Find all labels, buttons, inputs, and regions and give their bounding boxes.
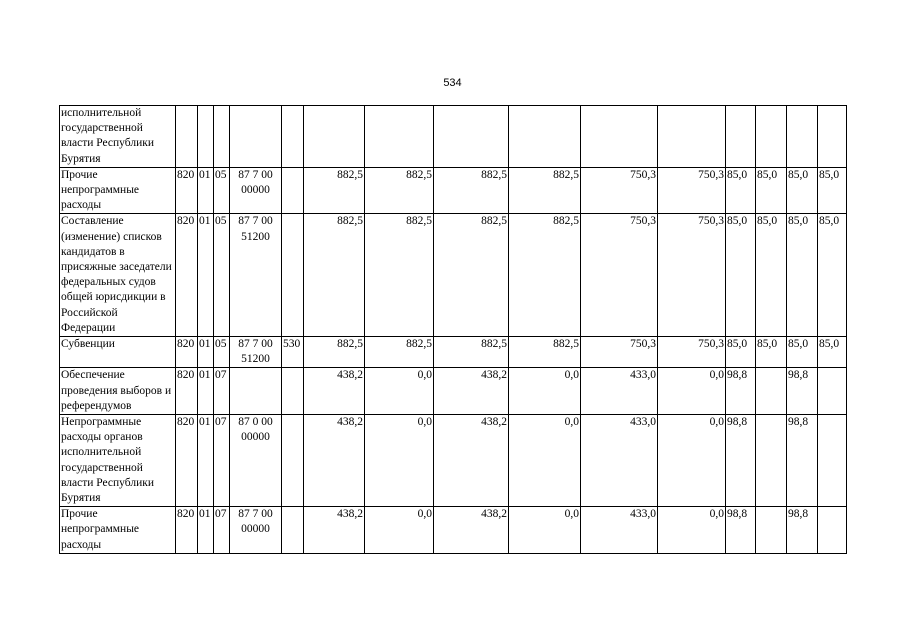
percent-cell [756, 368, 787, 415]
amount-cell: 882,5 [304, 167, 365, 214]
expense-name: Обеспечение проведения выборов и референдумов [60, 368, 176, 415]
expense-name: Прочие непрограммные расходы [60, 167, 176, 214]
amount-cell: 433,0 [581, 415, 658, 507]
section-code: 01 [198, 167, 214, 214]
glava-code [176, 106, 198, 168]
subsection-code [214, 106, 230, 168]
section-code [198, 106, 214, 168]
percent-cell: 85,0 [756, 167, 787, 214]
amount-cell: 750,3 [581, 167, 658, 214]
expense-type-code: 530 [282, 337, 304, 368]
amount-cell: 438,2 [304, 507, 365, 554]
amount-cell [304, 106, 365, 168]
table-row [60, 368, 847, 415]
amount-cell: 438,2 [434, 507, 509, 554]
target-article-code: 87 7 00 00000 [230, 507, 282, 554]
amount-cell: 882,5 [365, 167, 434, 214]
page-number: 534 [443, 77, 462, 89]
amount-cell: 750,3 [658, 167, 726, 214]
amount-cell: 882,5 [509, 337, 581, 368]
glava-code: 820 [176, 167, 198, 214]
amount-cell: 750,3 [658, 214, 726, 337]
amount-cell [365, 106, 434, 168]
table-row [60, 415, 847, 507]
table-row [60, 214, 847, 337]
percent-cell [818, 368, 847, 415]
amount-cell: 882,5 [365, 214, 434, 337]
target-article-code: 87 0 00 00000 [230, 415, 282, 507]
glava-code: 820 [176, 415, 198, 507]
amount-cell: 0,0 [365, 368, 434, 415]
subsection-code: 07 [214, 415, 230, 507]
percent-cell: 85,0 [756, 214, 787, 337]
amount-cell: 438,2 [434, 415, 509, 507]
budget-table [59, 105, 847, 554]
amount-cell: 0,0 [658, 368, 726, 415]
amount-cell: 0,0 [365, 415, 434, 507]
expense-type-code [282, 507, 304, 554]
amount-cell: 882,5 [434, 167, 509, 214]
percent-cell [818, 106, 847, 168]
target-article-code: 87 7 00 00000 [230, 167, 282, 214]
percent-cell: 85,0 [726, 214, 756, 337]
percent-cell [818, 415, 847, 507]
expense-name: Непрограммные расходы органов исполнительной государственной власти Республики Бурятия [60, 415, 176, 507]
glava-code: 820 [176, 368, 198, 415]
amount-cell: 882,5 [304, 337, 365, 368]
amount-cell: 433,0 [581, 507, 658, 554]
table-row [60, 167, 847, 214]
subsection-code: 05 [214, 214, 230, 337]
subsection-code: 05 [214, 337, 230, 368]
amount-cell [581, 106, 658, 168]
amount-cell: 0,0 [509, 507, 581, 554]
amount-cell: 882,5 [434, 214, 509, 337]
expense-type-code [282, 167, 304, 214]
percent-cell: 85,0 [726, 337, 756, 368]
amount-cell [509, 106, 581, 168]
table-row [60, 507, 847, 554]
section-code: 01 [198, 415, 214, 507]
percent-cell [818, 507, 847, 554]
amount-cell [658, 106, 726, 168]
amount-cell: 0,0 [658, 507, 726, 554]
amount-cell: 882,5 [509, 167, 581, 214]
percent-cell: 85,0 [818, 214, 847, 337]
amount-cell: 882,5 [304, 214, 365, 337]
amount-cell: 750,3 [581, 214, 658, 337]
amount-cell: 0,0 [658, 415, 726, 507]
expense-name: Субвенции [60, 337, 176, 368]
table-row [60, 337, 847, 368]
percent-cell: 98,8 [726, 507, 756, 554]
amount-cell: 438,2 [434, 368, 509, 415]
expense-name: Составление (изменение) списков кандидатов в присяжные заседатели федеральных судов общей юрисдикции в Российской Федерации [60, 214, 176, 337]
amount-cell: 882,5 [509, 214, 581, 337]
amount-cell: 0,0 [365, 507, 434, 554]
percent-cell: 98,8 [787, 415, 818, 507]
amount-cell: 433,0 [581, 368, 658, 415]
amount-cell: 750,3 [658, 337, 726, 368]
percent-cell [756, 106, 787, 168]
target-article-code [230, 368, 282, 415]
percent-cell: 98,8 [726, 415, 756, 507]
percent-cell [787, 106, 818, 168]
section-code: 01 [198, 337, 214, 368]
target-article-code: 87 7 00 51200 [230, 337, 282, 368]
amount-cell: 882,5 [365, 337, 434, 368]
expense-name: исполнительной государственной власти Республики Бурятия [60, 106, 176, 168]
expense-type-code [282, 368, 304, 415]
percent-cell [756, 507, 787, 554]
percent-cell: 85,0 [818, 167, 847, 214]
percent-cell: 98,8 [787, 507, 818, 554]
section-code: 01 [198, 214, 214, 337]
amount-cell [434, 106, 509, 168]
table-row [60, 106, 847, 168]
expense-type-code [282, 214, 304, 337]
percent-cell: 85,0 [756, 337, 787, 368]
amount-cell: 0,0 [509, 368, 581, 415]
glava-code: 820 [176, 337, 198, 368]
glava-code: 820 [176, 507, 198, 554]
amount-cell: 438,2 [304, 368, 365, 415]
percent-cell [726, 106, 756, 168]
percent-cell: 85,0 [787, 167, 818, 214]
subsection-code: 07 [214, 507, 230, 554]
amount-cell: 882,5 [434, 337, 509, 368]
amount-cell: 0,0 [509, 415, 581, 507]
percent-cell: 85,0 [818, 337, 847, 368]
percent-cell: 85,0 [726, 167, 756, 214]
amount-cell: 750,3 [581, 337, 658, 368]
subsection-code: 05 [214, 167, 230, 214]
target-article-code: 87 7 00 51200 [230, 214, 282, 337]
amount-cell: 438,2 [304, 415, 365, 507]
subsection-code: 07 [214, 368, 230, 415]
percent-cell: 85,0 [787, 337, 818, 368]
expense-type-code [282, 106, 304, 168]
expense-name: Прочие непрограммные расходы [60, 507, 176, 554]
percent-cell: 85,0 [787, 214, 818, 337]
section-code: 01 [198, 507, 214, 554]
percent-cell [756, 415, 787, 507]
target-article-code [230, 106, 282, 168]
percent-cell: 98,8 [726, 368, 756, 415]
glava-code: 820 [176, 214, 198, 337]
percent-cell: 98,8 [787, 368, 818, 415]
section-code: 01 [198, 368, 214, 415]
expense-type-code [282, 415, 304, 507]
